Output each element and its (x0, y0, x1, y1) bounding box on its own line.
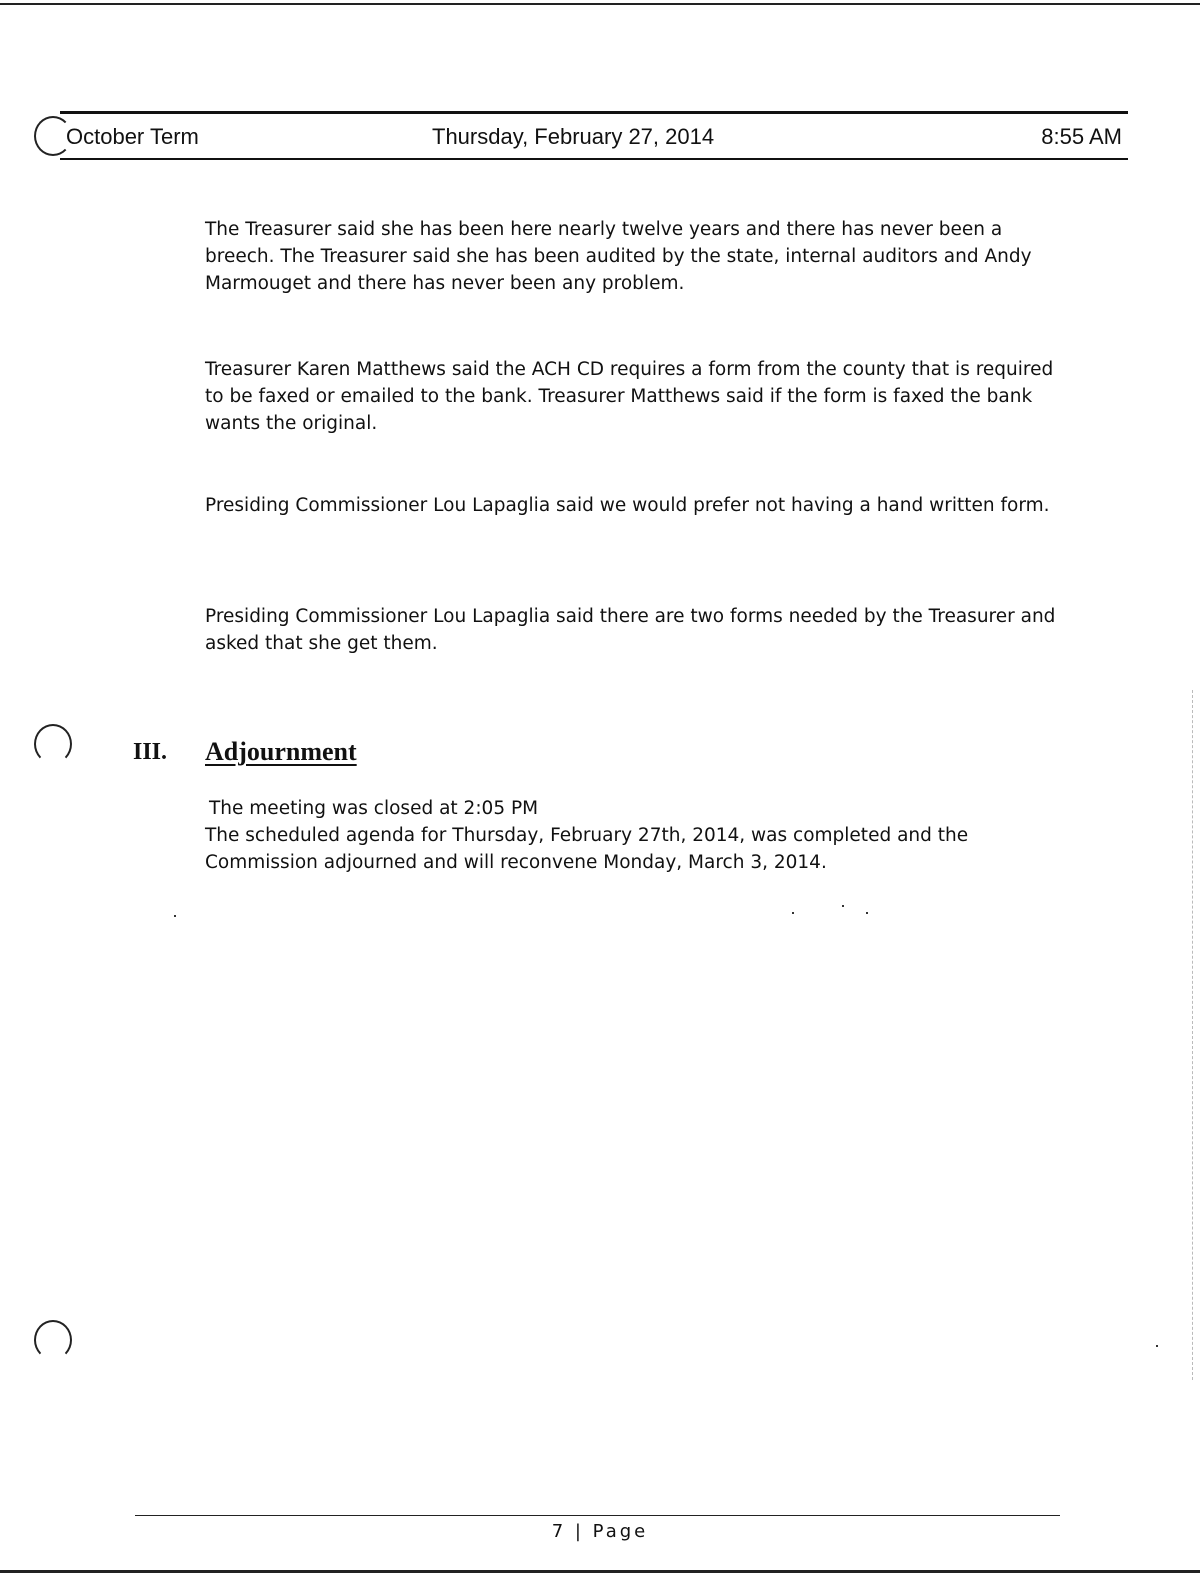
header-date: Thursday, February 27, 2014 (432, 124, 715, 149)
page-number: 7 | Page (551, 1521, 649, 1542)
section-title: Adjournment (205, 737, 357, 766)
scan-bottom-edge (0, 1570, 1200, 1573)
scan-right-edge (1192, 690, 1194, 1380)
paragraph-ach-cd-form: Treasurer Karen Matthews said the ACH CD requires a form from the county that is required to be faxed or emailed to the bank. Treasurer Matthews said if the form is faxed the bank wants the original. (205, 359, 1054, 434)
footer-rule (135, 1515, 1060, 1516)
header-rule-top (60, 111, 1128, 114)
punch-hole-bottom (34, 1320, 72, 1360)
header-time: 8:55 AM (1041, 124, 1122, 149)
header-term: October Term (66, 124, 199, 149)
punch-hole-middle (34, 724, 72, 764)
adjournment-closed-time: The meeting was closed at 2:05 PM (209, 798, 539, 819)
paragraph-treasurer-audit: The Treasurer said she has been here nearly twelve years and there has never been a breech. The Treasurer said she has been audited by the state, internal auditors and Andy Marmouget and there has never been any problem. (205, 219, 1032, 294)
scan-top-edge (0, 3, 1200, 5)
paragraph-hand-written-form: Presiding Commissioner Lou Lapaglia said we would prefer not having a hand written form. (205, 495, 1050, 516)
adjournment-reconvene: The scheduled agenda for Thursday, February 27th, 2014, was completed and the Commission adjourned and will reconvene Monday, March 3, 2014. (205, 825, 969, 873)
header-rule-bottom (60, 158, 1128, 160)
section-number: III. (133, 739, 168, 765)
page-header (60, 118, 1122, 154)
paragraph-two-forms: Presiding Commissioner Lou Lapaglia said there are two forms needed by the Treasurer and asked that she get them. (205, 606, 1056, 654)
